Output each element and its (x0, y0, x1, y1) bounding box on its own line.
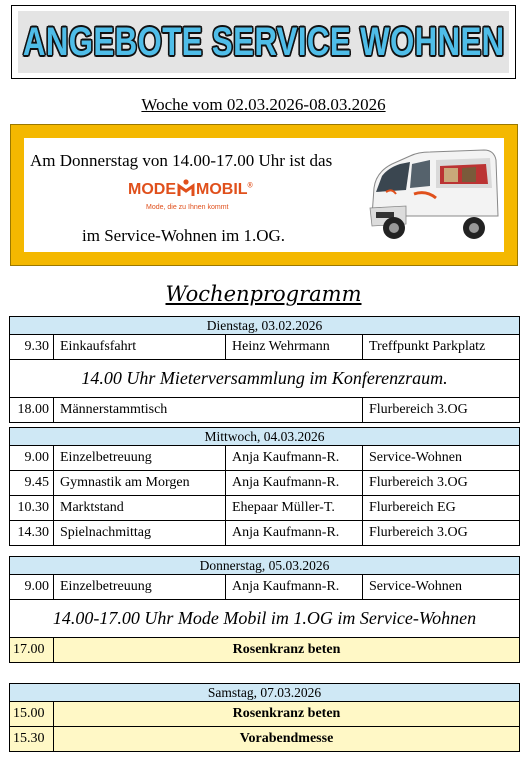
time-cell: 14.30 (10, 521, 54, 546)
day-header: Dienstag, 03.02.2026 (10, 317, 520, 335)
place-cell: Treffpunkt Parkplatz (363, 335, 520, 360)
table-row (10, 702, 520, 727)
page-title: ANGEBOTE SERVICE WOHNEN (22, 19, 505, 64)
table-row (10, 727, 520, 752)
table-row (10, 575, 520, 600)
table-row (10, 521, 520, 546)
day-table-tuesday (9, 316, 520, 423)
program-heading-text: Wochenprogramm (165, 282, 362, 306)
day-header: Donnerstag, 05.03.2026 (10, 557, 520, 575)
day-header: Mittwoch, 04.03.2026 (10, 428, 520, 446)
table-row (10, 496, 520, 521)
promo-box (10, 124, 518, 266)
day-table-thursday (9, 556, 520, 663)
promo-line-1: Am Donnerstag von 14.00-17.00 Uhr ist das (30, 151, 333, 170)
day-table-saturday (9, 683, 520, 752)
activity-cell: Einzelbetreuung (54, 575, 226, 600)
person-cell: Anja Kaufmann-R. (226, 471, 363, 496)
logo-tagline: Mode, die zu Ihnen kommt (146, 204, 229, 211)
time-cell: 15.00 (10, 702, 54, 727)
time-cell: 18.00 (10, 398, 54, 423)
time-cell: 9.30 (10, 335, 54, 360)
activity-cell: Rosenkranz beten (54, 638, 520, 663)
activity-cell: Männerstammtisch (54, 398, 363, 423)
table-row (10, 335, 520, 360)
time-cell: 9.00 (10, 575, 54, 600)
activity-cell: Gymnastik am Morgen (54, 471, 226, 496)
time-cell: 17.00 (10, 638, 54, 663)
week-range-text: Woche vom 02.03.2026-08.03.2026 (141, 95, 386, 114)
activity-cell: Spielnachmittag (54, 521, 226, 546)
table-row (10, 471, 520, 496)
activity-cell: Vorabendmesse (54, 727, 520, 752)
note-row (10, 360, 520, 398)
place-cell: Service-Wohnen (363, 575, 520, 600)
week-range (0, 95, 527, 115)
time-cell: 9.00 (10, 446, 54, 471)
person-cell: Ehepaar Müller-T. (226, 496, 363, 521)
activity-cell: Marktstand (54, 496, 226, 521)
note-row (10, 600, 520, 638)
day-header: Samstag, 07.03.2026 (10, 684, 520, 702)
logo-wordmark: MODE MOBIL® (128, 181, 253, 198)
time-cell: 15.30 (10, 727, 54, 752)
note-cell: 14.00-17.00 Uhr Mode Mobil im 1.OG im Service-Wohnen (10, 600, 520, 638)
day-table-wednesday (9, 427, 520, 546)
place-cell: Flurbereich EG (363, 496, 520, 521)
van-icon (366, 142, 502, 250)
person-cell: Anja Kaufmann-R. (226, 521, 363, 546)
person-cell: Heinz Wehrmann (226, 335, 363, 360)
place-cell: Flurbereich 3.OG (363, 521, 520, 546)
activity-cell: Einzelbetreuung (54, 446, 226, 471)
title-background (18, 11, 509, 73)
mode-mobil-logo (128, 177, 268, 217)
place-cell: Flurbereich 3.OG (363, 398, 520, 423)
logo-m-icon (177, 179, 195, 197)
place-cell: Service-Wohnen (363, 446, 520, 471)
activity-cell: Einkaufsfahrt (54, 335, 226, 360)
table-row (10, 446, 520, 471)
place-cell: Flurbereich 3.OG (363, 471, 520, 496)
program-heading (0, 282, 527, 306)
person-cell: Anja Kaufmann-R. (226, 446, 363, 471)
time-cell: 10.30 (10, 496, 54, 521)
table-row (10, 638, 520, 663)
table-row (10, 398, 520, 423)
time-cell: 9.45 (10, 471, 54, 496)
person-cell: Anja Kaufmann-R. (226, 575, 363, 600)
activity-cell: Rosenkranz beten (54, 702, 520, 727)
promo-line-2: im Service-Wohnen im 1.OG. (82, 226, 286, 245)
title-banner (11, 5, 516, 79)
promo-content (24, 138, 504, 252)
note-cell: 14.00 Uhr Mieterversammlung im Konferenzraum. (10, 360, 520, 398)
